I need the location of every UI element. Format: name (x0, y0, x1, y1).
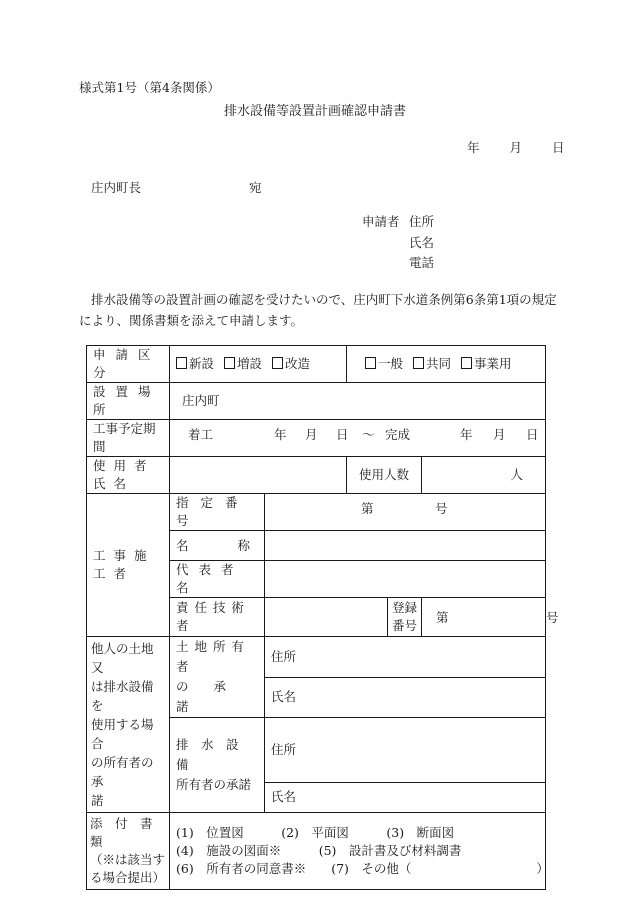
attachment-line: (4) 施設の図面※ (5) 設計書及び材料調書 (176, 843, 462, 858)
label-schedule: 工事予定期間 (87, 420, 170, 457)
label-registration-no (388, 598, 422, 637)
schedule-start-day: 日 (336, 427, 349, 442)
consent-line: 使用する場合 (91, 717, 154, 751)
label-location: 設 置 場 所 (87, 383, 170, 420)
applicant-label: 申請者 (362, 214, 400, 229)
applicant-name: 氏名 (409, 235, 435, 250)
representative-field[interactable] (265, 561, 546, 598)
land-owner-address-label: 住所 (271, 648, 297, 664)
checkbox-general[interactable] (365, 355, 403, 373)
schedule-start: 着工 (188, 427, 214, 442)
applicant-address: 住所 (409, 214, 435, 229)
row-schedule (87, 420, 546, 457)
checkbox-shared[interactable] (413, 355, 451, 373)
land-owner-line2: の 承 諾 (176, 679, 252, 714)
row-location (87, 383, 546, 420)
drain-owner-name-label: 氏名 (271, 789, 297, 805)
category-options-b (347, 346, 546, 383)
schedule-end-year: 年 (460, 427, 473, 442)
location-value: 庄内町 (182, 393, 220, 408)
label-contractor: 工 事 施 工 者 (87, 494, 170, 637)
attach-label-line: 添 付 書 類 (90, 816, 166, 849)
schedule-start-year: 年 (274, 427, 287, 442)
checkbox-icon (461, 357, 472, 369)
addressee (91, 178, 262, 196)
designated-no-field[interactable] (265, 494, 546, 531)
label-category: 申 請 区 分 (87, 346, 170, 383)
drain-owner-address-field[interactable] (265, 718, 546, 783)
designated-no-suffix: 号 (435, 501, 448, 516)
label-representative: 代 表 者 名 (170, 561, 265, 598)
checkbox-icon (365, 357, 376, 369)
intro-text: 排水設備等の設置計画の確認を受けたいので、庄内町下水道条例第6条第1項の規定により、関係書類を添えて申請します。 (79, 292, 557, 328)
label-consent (87, 637, 170, 813)
land-owner-name-label: 氏名 (271, 689, 297, 705)
label-users-count: 使用人数 (347, 457, 422, 494)
date-year: 年 (467, 140, 480, 155)
checkbox-modify[interactable] (272, 355, 310, 373)
application-table (86, 345, 559, 890)
engineer-field[interactable] (265, 598, 388, 637)
applicant-phone: 電話 (409, 255, 435, 270)
checkbox-new[interactable] (176, 355, 214, 373)
schedule-end-day: 日 (526, 427, 539, 442)
checkbox-label: 共同 (426, 356, 452, 371)
users-unit: 人 (510, 467, 524, 482)
drain-owner-address-label: 住所 (271, 741, 297, 757)
registration-no-prefix: 第 (436, 610, 449, 625)
schedule-end: 完成 (385, 427, 411, 442)
checkbox-icon (224, 357, 235, 369)
label-engineer: 責 任 技 術 者 (170, 598, 265, 637)
row-land-owner-address (87, 637, 546, 678)
label-attachments (87, 813, 170, 890)
schedule-end-month: 月 (493, 427, 506, 442)
checkbox-label: 改造 (285, 356, 311, 371)
attach-label-line: る場合提出） (90, 870, 166, 885)
drain-owner-name-field[interactable] (265, 782, 546, 813)
drain-owner-line2: 所有者の承諾 (176, 777, 252, 792)
row-user (87, 457, 546, 494)
label-name-a: 名 (176, 537, 189, 553)
date-line (467, 138, 565, 156)
checkbox-business[interactable] (461, 355, 512, 373)
schedule-field[interactable] (170, 420, 546, 457)
checkbox-label: 事業用 (474, 356, 512, 371)
land-owner-line1: 土 地 所 有 者 (176, 639, 245, 674)
date-day: 日 (552, 140, 565, 155)
schedule-start-month: 月 (305, 427, 318, 442)
reg-label-line2: 番号 (392, 618, 418, 633)
row-category (87, 346, 546, 383)
checkbox-label: 一般 (378, 356, 404, 371)
location-field[interactable] (170, 383, 546, 420)
consent-line: の所有者の承 (91, 755, 154, 789)
checkbox-label: 新設 (189, 356, 215, 371)
row-attachments (87, 813, 546, 890)
registration-no-field[interactable] (422, 598, 559, 637)
drain-owner-line1: 排 水 設 備 (176, 737, 252, 772)
label-name-b: 称 (237, 537, 250, 553)
label-user: 使 用 者 氏 名 (87, 457, 170, 494)
addressee-suffix: 宛 (249, 180, 262, 195)
contractor-name-field[interactable] (265, 531, 546, 561)
label-drain-owner (170, 718, 265, 813)
checkbox-extend[interactable] (224, 355, 262, 373)
designated-no-prefix: 第 (361, 501, 374, 516)
label-contractor-name (170, 531, 265, 561)
consent-line: は排水設備を (91, 679, 154, 713)
label-designated-no: 指 定 番 号 (170, 494, 265, 531)
attachment-line: (6) 所有者の同意書※ (7) その他（ ） (176, 861, 549, 876)
page-title: 排水設備等設置計画確認申請書 (223, 104, 406, 119)
date-month: 月 (509, 140, 523, 155)
users-count-field[interactable] (422, 457, 546, 494)
checkbox-icon (272, 357, 283, 369)
user-name-field[interactable] (170, 457, 347, 494)
land-owner-name-field[interactable] (265, 677, 546, 718)
label-land-owner (170, 637, 265, 718)
schedule-separator: ～ (362, 427, 375, 442)
consent-line: 諾 (91, 793, 104, 808)
attachment-line: (1) 位置図 (2) 平面図 (3) 断面図 (176, 825, 455, 840)
form-number: 様式第1号（第4条関係） (79, 80, 220, 95)
land-owner-address-field[interactable] (265, 637, 546, 678)
row-designated-no (87, 494, 546, 531)
reg-label-line1: 登録 (392, 600, 418, 615)
attach-label-line: （※は該当す (90, 852, 166, 867)
attachments-list (170, 813, 549, 890)
checkbox-label: 増設 (237, 356, 263, 371)
addressee-name: 庄内町長 (91, 180, 142, 195)
checkbox-icon (413, 357, 424, 369)
category-options-a (170, 346, 347, 383)
consent-line: 他人の土地又 (91, 641, 154, 675)
checkbox-icon (176, 357, 187, 369)
registration-no-suffix: 号 (546, 610, 559, 625)
